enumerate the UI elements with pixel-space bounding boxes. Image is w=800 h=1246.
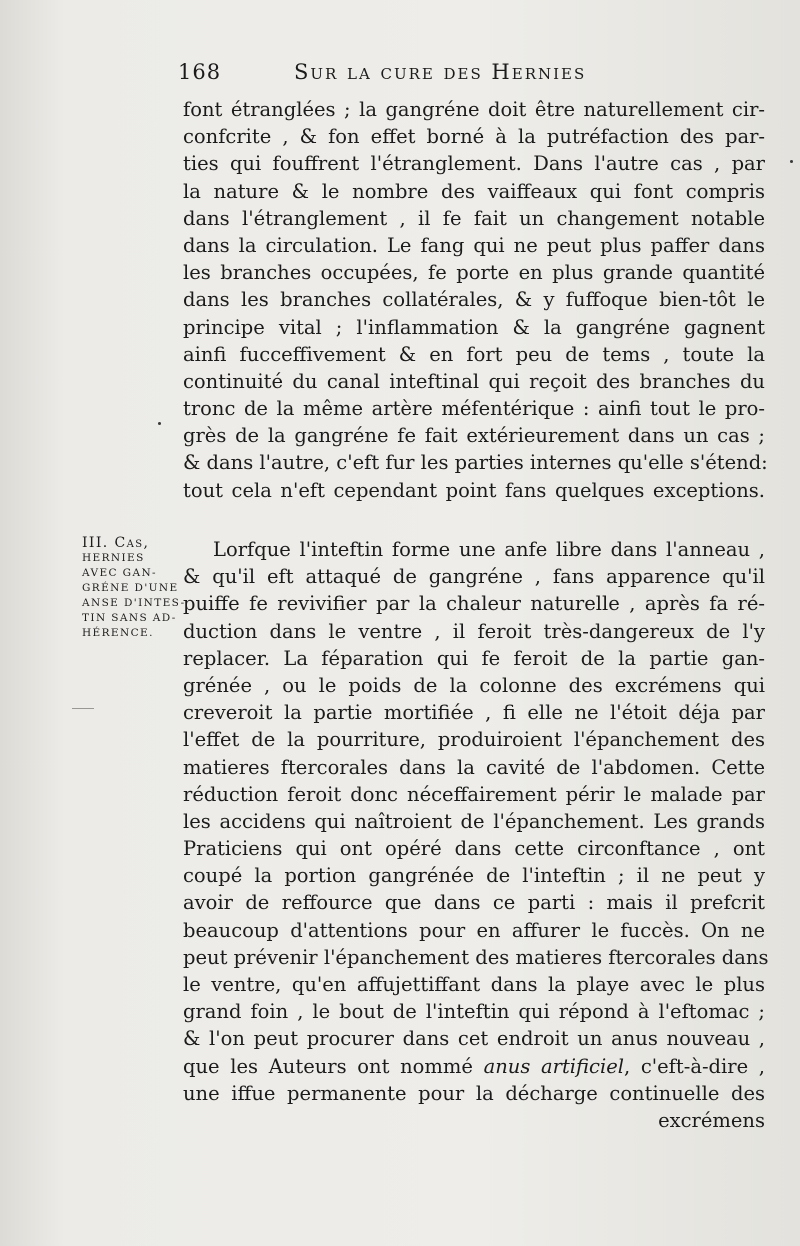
margin-note-line: GRÉNE D'UNE: [82, 582, 179, 594]
catchword: excrémens: [658, 1108, 765, 1132]
ink-speck: [158, 422, 161, 425]
text-line: & qu'il eft attaqué de gangréne , fans apparence qu'il: [183, 565, 765, 589]
text-line-with-italic: [183, 1053, 765, 1080]
margin-note-line: ANSE D'INTES-: [82, 597, 186, 609]
text-line: grès de la gangréne fe fait extérieurement dans un cas ;: [183, 424, 765, 448]
text-line: la nature & le nombre des vaiffeaux qui font compris: [183, 179, 765, 203]
text-line: tout cela n'eft cependant point fans quelques exceptions.: [183, 478, 765, 502]
text-line: ainfi fucceffivement & en fort peu de tems , toute la: [183, 342, 765, 366]
paragraph-1: [183, 96, 768, 504]
margin-rule: [72, 708, 94, 709]
text-line: ties qui fouffrent l'étranglement. Dans l'autre cas , par: [183, 152, 765, 176]
text-line: dans l'étranglement , il fe fait un changement notable: [183, 206, 765, 230]
text-line: grand foin , le bout de l'inteftin qui répond à l'eftomac ;: [183, 1000, 765, 1024]
text-line: dans la circulation. Le fang qui ne peut plus paffer dans: [183, 233, 765, 257]
text-line: réduction feroit donc néceffairement périr le malade par: [183, 782, 765, 806]
text-line: Lorfque l'inteftin forme une anfe libre dans l'anneau ,: [213, 538, 765, 561]
text-line: confcrite , & fon effet borné à la putréfaction des par-: [183, 125, 765, 149]
text-line: une iffue permanente pour la décharge continuelle des: [183, 1081, 765, 1105]
ink-speck: [790, 160, 793, 163]
page-number: 168: [178, 60, 222, 84]
margin-note-line: HERNIES: [82, 552, 145, 564]
text-line: replacer. La féparation qui fe feroit de la partie gan-: [183, 646, 765, 670]
text-line: puiffe fe revivifier par la chaleur naturelle , après fa ré-: [183, 592, 765, 616]
margin-note-line: AVEC GAN-: [82, 567, 157, 579]
margin-note-line: III. Cas,: [82, 535, 150, 551]
text-line: creveroit la partie mortifiée , fi elle ne l'étoit déja par: [183, 701, 765, 725]
text-run: que les Auteurs ont nommé: [183, 1054, 484, 1078]
text-line: dans les branches collatérales, & y fuffoque bien-tôt le: [183, 288, 765, 312]
text-line: principe vital ; l'inflammation & la gangréne gagnent: [183, 315, 765, 339]
text-line: peut prévenir l'épanchement des matieres ftercorales dans: [183, 945, 769, 969]
text-run: , c'eft-à-dire ,: [623, 1054, 765, 1078]
text-line: grénée , ou le poids de la colonne des excrémens qui: [183, 673, 765, 697]
page-header: [178, 60, 768, 94]
paragraph-2: [183, 536, 769, 1134]
text-line: & l'on peut procurer dans cet endroit un anus nouveau ,: [183, 1027, 765, 1051]
text-line: continuité du canal inteftinal qui reçoit des branches du: [183, 369, 765, 393]
text-line: avoir de reffource que dans ce parti : mais il prefcrit: [183, 891, 765, 915]
running-head: Sur la cure des Hernies: [294, 60, 587, 84]
text-line: font étranglées ; la gangréne doit être naturellement cir-: [183, 98, 765, 121]
text-line: tronc de la même artère méfentérique : ainfi tout le pro-: [183, 397, 765, 421]
margin-note: [82, 535, 186, 641]
text-line: Praticiens qui ont opéré dans cette circonftance , ont: [183, 837, 765, 861]
text-line: les accidens qui naîtroient de l'épanchement. Les grands: [183, 809, 765, 833]
text-line: les branches occupées, fe porte en plus grande quantité: [183, 261, 765, 285]
text-line: beaucoup d'attentions pour en affurer le fuccès. On ne: [183, 918, 765, 942]
text-line: matieres ftercorales dans la cavité de l'abdomen. Cette: [183, 755, 765, 779]
text-line: l'effet de la pourriture, produiroient l'épanchement des: [183, 728, 765, 752]
text-line: duction dans le ventre , il feroit très-dangereux de l'y: [183, 619, 765, 643]
italic-term: anus artificiel: [483, 1054, 624, 1078]
text-line: le ventre, qu'en affujettiffant dans la playe avec le plus: [183, 973, 765, 996]
text-line: coupé la portion gangrénée de l'inteftin ; il ne peut y: [183, 864, 765, 888]
margin-note-line: TIN SANS AD-: [82, 612, 177, 624]
margin-note-line: HÉRENCE.: [82, 627, 154, 639]
text-line: & dans l'autre, c'eft fur les parties internes qu'elle s'étend:: [183, 451, 768, 475]
